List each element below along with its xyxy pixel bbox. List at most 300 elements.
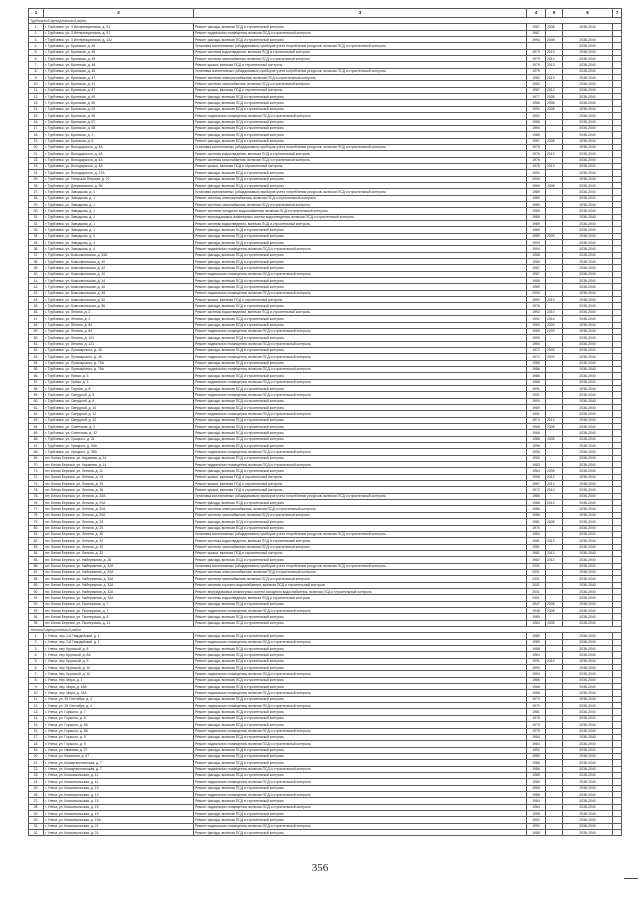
planned-period-cell: 2038-2040 — [563, 360, 613, 366]
row-number: 33. — [29, 227, 44, 233]
row-number: 17. — [29, 734, 44, 740]
planned-period-cell: 2038-2040 — [563, 404, 613, 410]
row-number: 88. — [29, 576, 44, 582]
address-cell: г. Трубчевск, ул. Заводская, д. 3 — [44, 233, 194, 239]
row-number: 62. — [29, 411, 44, 417]
address-cell: г. Трубчевск, ул. Свердлой, д. 10 — [44, 404, 194, 410]
build-year-cell: 1966 — [527, 684, 546, 690]
last-repair-year-cell: 2013 — [546, 538, 563, 544]
last-repair-year-cell: 2013 — [546, 550, 563, 556]
planned-period-cell: 2038-2040 — [563, 170, 613, 176]
work-type-cell: Ремонт системы водоотведения, включая ПСД и строительный контроль — [194, 49, 527, 55]
work-type-cell: Ремонт фасада, включая ПСД и строительный контроль — [194, 37, 527, 43]
build-year-cell: 2000 — [527, 290, 546, 296]
work-type-cell: Ремонт фасада, включая ПСД и строительный контроль — [194, 182, 527, 188]
row-number: 21. — [29, 151, 44, 157]
row-number: 52. — [29, 347, 44, 353]
work-type-cell: Ремонт фасада, включая ПСД и строительный контроль — [194, 119, 527, 125]
build-year-cell: 1979 — [527, 62, 546, 68]
row-number: 45. — [29, 303, 44, 309]
last-repair-year-cell: 2008 — [546, 607, 563, 613]
planned-period-cell: 2038-2040 — [563, 481, 613, 487]
work-type-cell: Ремонт подвального помещения, включая ПСД и строительный контроль — [194, 639, 527, 645]
row-number: 79. — [29, 519, 44, 525]
row-number: 42. — [29, 284, 44, 290]
build-year-cell: 1966 — [527, 677, 546, 683]
planned-period-cell: 2038-2040 — [563, 100, 613, 106]
work-type-cell: Ремонт системы электроснабжения, включая ПСД и строительный контроль — [194, 75, 527, 81]
last-repair-year-cell: 2009 — [546, 328, 563, 334]
work-type-cell: Ремонт подвального помещения, включая ПСД и строительный контроль — [194, 741, 527, 747]
row-number: 32. — [29, 830, 44, 836]
register-sheet — [28, 8, 621, 836]
header-cell: 5 — [546, 9, 563, 18]
planned-period-cell: 2038-2040 — [563, 417, 613, 423]
planned-period-cell: 2038-2040 — [563, 62, 613, 68]
address-cell: г. Трубчевск, ул. Луначарского, д. 45 — [44, 347, 194, 353]
work-type-cell: Ремонт фасада, включая ПСД и строительный контроль — [194, 125, 527, 131]
planned-period-cell: 2038-2040 — [563, 366, 613, 372]
build-year-cell: 1984 — [527, 652, 546, 658]
address-cell: пгт. Белая Березка, ул. Набережная, д. 32А — [44, 582, 194, 588]
address-cell: г. Трубчевск, ул. Брянская, д. 47 — [44, 81, 194, 87]
capital-repair-table — [28, 8, 622, 836]
planned-period-cell: 2038-2040 — [563, 512, 613, 518]
address-cell: пгт. Белая Березка, ул. Пионерская, д. 7 — [44, 601, 194, 607]
address-cell: г. Унеча, пер. Мира, д. 1 — [44, 677, 194, 683]
work-type-cell: Ремонт подвального помещения, включая ПСД и строительный контроль — [194, 823, 527, 829]
address-cell: г. Трубчевск, ул. Брянская, д. 50 — [44, 100, 194, 106]
row-number: 17. — [29, 125, 44, 131]
work-type-cell: Ремонт фасада, включая ПСД и строительный контроль — [194, 677, 527, 683]
planned-period-cell: 2038-2040 — [563, 328, 613, 334]
row-number: 16. — [29, 728, 44, 734]
row-number: 1. — [29, 24, 44, 30]
build-year-cell: 1984 — [527, 468, 546, 474]
planned-period-cell: 2038-2040 — [563, 208, 613, 214]
row-number: 55. — [29, 366, 44, 372]
work-type-cell: Установка коллективных (общедомовых) приборов учета потребления ресурсов, включая ПСД и строительный контроль — [194, 563, 527, 569]
last-repair-year-cell: 2008 — [546, 620, 563, 626]
address-cell: г. Унеча, ул. Комсомольская, д. 21 — [44, 830, 194, 836]
work-type-cell: Ремонт фасада, включая ПСД и строительный контроль — [194, 265, 527, 271]
planned-period-cell: 2038-2040 — [563, 240, 613, 246]
row-number: 5. — [29, 658, 44, 664]
work-type-cell: Ремонт системы водоотведения, включая ПСД и строительный контроль — [194, 538, 527, 544]
planned-period-cell: 2038-2040 — [563, 639, 613, 645]
address-cell: г. Трубчевск, ул. Луначарского, д. 76А — [44, 366, 194, 372]
address-cell: г. Унеча, ул. Комсомольская, д. 19А — [44, 817, 194, 823]
last-repair-year-cell: 2008 — [546, 424, 563, 430]
row-number: 19. — [29, 138, 44, 144]
planned-period-cell: 2038-2040 — [563, 284, 613, 290]
build-year-cell: 1987 — [527, 87, 546, 93]
build-year-cell: 1989 — [527, 182, 546, 188]
work-type-cell: Ремонт системы электроснабжения, включая ПСД и строительный контроль — [194, 569, 527, 575]
work-type-cell: Ремонт подвального помещения, включая ПСД и строительный контроль — [194, 449, 527, 455]
work-type-cell: Ремонт подвального помещения, включая ПСД и строительный контроль — [194, 779, 527, 785]
row-number: 73. — [29, 481, 44, 487]
row-number: 8. — [29, 68, 44, 74]
address-cell: г. Трубчевск, ул. Заводская, д. 1 — [44, 214, 194, 220]
row-number: 91. — [29, 595, 44, 601]
address-cell: г. Трубчевск, ул. Комсомольская, д. 58 — [44, 303, 194, 309]
work-type-cell: Установка коллективных (общедомовых) приборов учета потребления ресурсов, включая ПСД и строительный контроль — [194, 144, 527, 150]
planned-period-cell: 2038-2040 — [563, 252, 613, 258]
planned-period-cell: 2038-2040 — [563, 658, 613, 664]
planned-period-cell: 2038-2040 — [563, 817, 613, 823]
last-repair-year-cell: 2009 — [546, 233, 563, 239]
build-year-cell: 1989 — [527, 614, 546, 620]
work-type-cell: Ремонт подвального помещения, включая ПСД и строительный контроль — [194, 354, 527, 360]
build-year-cell: 1981 — [527, 550, 546, 556]
planned-period-cell: 2038-2040 — [563, 182, 613, 188]
planned-period-cell: 2038-2040 — [563, 227, 613, 233]
address-cell: г. Унеча, ул. Комсомольская, д. 11 — [44, 772, 194, 778]
planned-period-cell: 2038-2040 — [563, 214, 613, 220]
address-cell: пгт. Белая Березка, ул. Ленина, д. 15 — [44, 481, 194, 487]
planned-period-cell: 2038-2040 — [563, 696, 613, 702]
build-year-cell: 1981 — [527, 538, 546, 544]
work-type-cell: Ремонт подвального помещения, включая ПСД и строительный контроль — [194, 462, 527, 468]
build-year-cell: 1979 — [527, 722, 546, 728]
planned-period-cell: 2038-2040 — [563, 798, 613, 804]
row-number: 83. — [29, 544, 44, 550]
row-number: 47. — [29, 316, 44, 322]
row-number: 95. — [29, 620, 44, 626]
build-year-cell: 1979 — [527, 49, 546, 55]
build-year-cell: 1976 — [527, 303, 546, 309]
planned-period-cell: 2038-2040 — [563, 322, 613, 328]
work-type-cell: Ремонт фасада, включая ПСД и строительный контроль — [194, 798, 527, 804]
build-year-cell: 1981 — [527, 544, 546, 550]
row-number: 30. — [29, 817, 44, 823]
planned-period-cell: 2038-2040 — [563, 525, 613, 531]
address-cell: г. Трубчевск, ул. Ленина, д. 84 — [44, 322, 194, 328]
work-type-cell: Ремонт фасада, включая ПСД и строительный контроль — [194, 436, 527, 442]
row-number: 24. — [29, 779, 44, 785]
work-type-cell: Ремонт фасада, включая ПСД и строительный контроль — [194, 322, 527, 328]
row-number: 9. — [29, 75, 44, 81]
address-cell: г. Трубчевск, ул. Комсомольская, д. 52 — [44, 297, 194, 303]
row-number: 80. — [29, 525, 44, 531]
address-cell: г. Трубчевск, ул. Володарского, д. 4А — [44, 157, 194, 163]
row-number: 54. — [29, 360, 44, 366]
work-type-cell: Ремонт фасада, включая ПСД и строительный контроль — [194, 734, 527, 740]
planned-period-cell: 2038-2040 — [563, 56, 613, 62]
address-cell: г. Унеча, ул. Горького, д. 8А — [44, 728, 194, 734]
row-number: 31. — [29, 214, 44, 220]
address-cell: пгт. Белая Березка, ул. Набережная, д. 32А — [44, 595, 194, 601]
row-number: 68. — [29, 449, 44, 455]
build-year-cell: 1994 — [527, 37, 546, 43]
column-number-header — [29, 9, 622, 18]
planned-period-cell: 2038-2040 — [563, 493, 613, 499]
work-type-cell: Ремонт фасада, включая ПСД и строительный контроль — [194, 335, 527, 341]
address-cell: пгт. Белая Березка, ул. Ленина, д. 32 — [44, 538, 194, 544]
build-year-cell: 2001 — [527, 569, 546, 575]
row-number: 92. — [29, 601, 44, 607]
build-year-cell: 1992 — [527, 747, 546, 753]
address-cell: г. Трубчевск, ул. Ленина, д. 2 — [44, 309, 194, 315]
planned-period-cell: 2038-2040 — [563, 684, 613, 690]
build-year-cell: 1966 — [527, 690, 546, 696]
planned-period-cell: 2038-2040 — [563, 113, 613, 119]
last-repair-year-cell: 2013 — [546, 151, 563, 157]
address-cell: пгт. Белая Березка, ул. Ленина, д. 24 — [44, 519, 194, 525]
address-cell: г. Трубчевск, ул. Советская, д. 3 — [44, 424, 194, 430]
build-year-cell: 1947 — [527, 601, 546, 607]
work-type-cell: Ремонт фасада, включая ПСД и строительный контроль — [194, 284, 527, 290]
planned-period-cell: 2038-2040 — [563, 81, 613, 87]
table-body — [29, 9, 622, 836]
address-cell: г. Трубчевск, ул. Заводская, д. 1 — [44, 208, 194, 214]
address-cell: г. Трубчевск, ул. 3 Интернационала, д. 132 — [44, 37, 194, 43]
work-type-cell: Ремонт подвального помещения, включая ПСД и строительный контроль — [194, 392, 527, 398]
planned-period-cell: 2038-2040 — [563, 221, 613, 227]
build-year-cell: 1968 — [527, 424, 546, 430]
row-number: 2. — [29, 30, 44, 36]
row-number: 72. — [29, 474, 44, 480]
work-type-cell: Ремонт подвального помещения, включая ПСД и строительный контроль — [194, 246, 527, 252]
build-year-cell: 1988 — [527, 646, 546, 652]
work-type-cell: Ремонт подвального помещения, включая ПСД и строительный контроль — [194, 30, 527, 36]
row-number: 20. — [29, 144, 44, 150]
address-cell: г. Трубчевск, ул. Брянская, д. 46 — [44, 62, 194, 68]
planned-period-cell: 2038-2040 — [563, 411, 613, 417]
build-year-cell: 1987 — [527, 557, 546, 563]
work-type-cell: Ремонт подвального помещения, включая ПСД и строительный контроль — [194, 379, 527, 385]
work-type-cell: Ремонт системы газоснабжения, включая ПСД и строительный контроль — [194, 56, 527, 62]
build-year-cell: 1992 — [527, 113, 546, 119]
planned-period-cell: 2038-2040 — [563, 595, 613, 601]
build-year-cell: 1988 — [527, 252, 546, 258]
address-cell: пгт. Белая Березка, ул. Ленина, д. 32 — [44, 550, 194, 556]
work-type-cell: Ремонт подвального помещения, включая ПСД и строительный контроль — [194, 766, 527, 772]
row-number: 44. — [29, 297, 44, 303]
work-type-cell: Ремонт фасада, включая ПСД и строительный контроль — [194, 830, 527, 836]
build-year-cell: 1968 — [527, 430, 546, 436]
row-number: 40. — [29, 271, 44, 277]
build-year-cell: 1988 — [527, 791, 546, 797]
build-year-cell: 1986 — [527, 500, 546, 506]
row-number: 13. — [29, 100, 44, 106]
row-number: 18. — [29, 741, 44, 747]
address-cell: г. Унеча, пер. Мира, д. 15А — [44, 690, 194, 696]
build-year-cell: 1989 — [527, 221, 546, 227]
planned-period-cell: 2038-2040 — [563, 271, 613, 277]
work-type-cell: Ремонт фасада, включая ПСД и строительный контроль — [194, 360, 527, 366]
work-type-cell: Ремонт подвального помещения, включая ПСД и строительный контроль — [194, 366, 527, 372]
address-cell: пгт. Белая Березка, ул. Пионерская, д. 7 — [44, 607, 194, 613]
planned-period-cell: 2038-2040 — [563, 576, 613, 582]
work-type-cell: Ремонт фасада, включая ПСД и строительный контроль — [194, 753, 527, 759]
build-year-cell: 1989 — [527, 227, 546, 233]
address-cell: г. Трубчевск, ул. Ленина, д. 121 — [44, 341, 194, 347]
row-number: 25. — [29, 176, 44, 182]
address-cell: пгт. Белая Березка, ул. Набережная, д. 32А — [44, 569, 194, 575]
last-repair-year-cell: 2008 — [546, 182, 563, 188]
build-year-cell: 1986 — [527, 366, 546, 372]
planned-period-cell: 2038-2040 — [563, 462, 613, 468]
planned-period-cell: 2038-2040 — [563, 728, 613, 734]
build-year-cell: 1979 — [527, 56, 546, 62]
row-number: 22. — [29, 766, 44, 772]
work-type-cell: Ремонт системы газоснабжения, включая ПСД и строительный контроль — [194, 201, 527, 207]
work-type-cell: Ремонт фасада, включая ПСД и строительный контроль — [194, 614, 527, 620]
build-year-cell: 1985 — [527, 132, 546, 138]
build-year-cell: 1992 — [527, 297, 546, 303]
work-type-cell: Установка коллективных (общедомовых) приборов учета потребления ресурсов, включая ПСД и строительный контроль — [194, 189, 527, 195]
build-year-cell: 1984 — [527, 798, 546, 804]
address-cell: пгт. Белая Березка, ул. Карачева, д. 14 — [44, 455, 194, 461]
planned-period-cell: 2038-2040 — [563, 87, 613, 93]
last-repair-year-cell: 2008 — [546, 436, 563, 442]
address-cell: г. Трубчевск, ул. Брянская, д. 8 — [44, 138, 194, 144]
planned-period-cell: 2038-2040 — [563, 144, 613, 150]
work-type-cell: Ремонт фасада, включая ПСД и строительный контроль — [194, 252, 527, 258]
build-year-cell: 1992 — [527, 309, 546, 315]
build-year-cell: 1986 — [527, 360, 546, 366]
build-year-cell: 1983 — [527, 322, 546, 328]
last-repair-year-cell: 2010 — [546, 316, 563, 322]
row-number: 84. — [29, 550, 44, 556]
row-number: 19. — [29, 747, 44, 753]
row-number: 74. — [29, 487, 44, 493]
address-cell: г. Унеча, пер. Крупской, д. 9 — [44, 658, 194, 664]
build-year-cell: 1972 — [527, 354, 546, 360]
row-number: 10. — [29, 81, 44, 87]
planned-period-cell: 2038-2040 — [563, 519, 613, 525]
row-number: 32. — [29, 221, 44, 227]
planned-period-cell: 2038-2040 — [563, 75, 613, 81]
planned-period-cell: 2038-2040 — [563, 138, 613, 144]
address-cell: г. Унеча, пер. Крупской, д. 10 — [44, 671, 194, 677]
planned-period-cell: 2038-2040 — [563, 601, 613, 607]
build-year-cell: 1994 — [527, 246, 546, 252]
work-type-cell: Ремонт крыши, включая ПСД и строительный контроль — [194, 62, 527, 68]
work-type-cell: Ремонт фасада, включая ПСД и строительный контроль — [194, 500, 527, 506]
planned-period-cell: 2038-2040 — [563, 259, 613, 265]
row-number: 4. — [29, 652, 44, 658]
planned-period-cell: 2038-2040 — [563, 569, 613, 575]
build-year-cell: 1992 — [527, 106, 546, 112]
planned-period-cell: 2038-2040 — [563, 785, 613, 791]
work-type-cell: Ремонт фасада, включая ПСД и строительный контроль — [194, 347, 527, 353]
build-year-cell: 1989 — [527, 201, 546, 207]
row-number: 27. — [29, 189, 44, 195]
address-cell: пгт. Белая Березка, ул. Ленина, д. 11 — [44, 468, 194, 474]
address-cell: г. Трубчевск, ул. Заводская, д. 4 — [44, 246, 194, 252]
address-cell: г. Унеча, ул. Комсомольская, д. 15 — [44, 804, 194, 810]
row-number: 25. — [29, 785, 44, 791]
district-name: Унечский муниципальный район — [29, 627, 622, 633]
build-year-cell: 1976 — [527, 525, 546, 531]
planned-period-cell: 2038-2040 — [563, 151, 613, 157]
last-repair-year-cell: 2013 — [546, 297, 563, 303]
build-year-cell: 1988 — [527, 436, 546, 442]
build-year-cell: 2001 — [527, 588, 546, 594]
row-number: 60. — [29, 398, 44, 404]
planned-period-cell: 2038-2040 — [563, 385, 613, 391]
address-cell: пгт. Белая Березка, ул. Ленина, д. 13 — [44, 474, 194, 480]
planned-period-cell: 2038-2040 — [563, 690, 613, 696]
address-cell: г. Трубчевск, ул. Заводская, д. 1 — [44, 195, 194, 201]
address-cell: г. Трубчевск, ул. 3 Интернационала, д. 91 — [44, 30, 194, 36]
planned-period-cell: 2038-2040 — [563, 620, 613, 626]
address-cell: г. Трубчевск, ул. Заводская, д. 4 — [44, 240, 194, 246]
planned-period-cell: 2038-2040 — [563, 766, 613, 772]
row-number: 53. — [29, 354, 44, 360]
build-year-cell: 1989 — [527, 208, 546, 214]
planned-period-cell: 2038-2040 — [563, 43, 613, 49]
planned-period-cell: 2038-2040 — [563, 677, 613, 683]
address-cell: г. Трубчевск, ул. Ленина, д. 121 — [44, 335, 194, 341]
planned-period-cell: 2038-2040 — [563, 24, 613, 30]
row-number: 28. — [29, 804, 44, 810]
row-number: 85. — [29, 557, 44, 563]
planned-period-cell: 2038-2040 — [563, 335, 613, 341]
planned-period-cell: 2038-2040 — [563, 398, 613, 404]
address-cell: г. Трубчевск, ул. Урицкого, д. 39А — [44, 443, 194, 449]
planned-period-cell: 2038-2040 — [563, 233, 613, 239]
work-type-cell: Ремонт фасада, включая ПСД и строительный контроль — [194, 106, 527, 112]
address-cell: г. Трубчевск, ул. Заводская, д. 1 — [44, 189, 194, 195]
address-cell: пгт. Белая Березка, ул. Ленина, д. 20А — [44, 512, 194, 518]
build-year-cell: 1989 — [527, 189, 546, 195]
row-number: 12. — [29, 94, 44, 100]
address-cell: г. Унеча, пер. 2-й Гвардейский, д. 1 — [44, 633, 194, 639]
row-number: 20. — [29, 753, 44, 759]
last-repair-year-cell: 2009 — [546, 354, 563, 360]
table-row — [29, 830, 622, 836]
work-type-cell: Ремонт системы газоснабжения, включая ПСД и строительный контроль — [194, 576, 527, 582]
work-type-cell: Ремонт подвального помещения, включая ПСД и строительный контроль — [194, 791, 527, 797]
work-type-cell: Ремонт крыши, включая ПСД и строительный контроль — [194, 474, 527, 480]
planned-period-cell: 2038-2040 — [563, 741, 613, 747]
planned-period-cell: 2038-2040 — [563, 557, 613, 563]
work-type-cell: Ремонт фасада, включая ПСД и строительный контроль — [194, 525, 527, 531]
address-cell: пгт. Белая Березка, ул. Ленина, д. 29 — [44, 525, 194, 531]
work-type-cell: Ремонт крыши, включая ПСД и строительный контроль — [194, 481, 527, 487]
row-number: 26. — [29, 791, 44, 797]
work-type-cell: Ремонт фасада, включая ПСД и строительный контроль — [194, 170, 527, 176]
row-number: 24. — [29, 170, 44, 176]
address-cell: г. Унеча, ул. Горького, д. 8А — [44, 722, 194, 728]
row-number: 8. — [29, 677, 44, 683]
address-cell: г. Трубчевск, ул. Комсомольская, д. 42 — [44, 265, 194, 271]
header-cell: 3 — [194, 9, 527, 18]
work-type-cell: Ремонт фасада, включая ПСД и строительный контроль — [194, 658, 527, 664]
row-number: 22. — [29, 157, 44, 163]
address-cell: г. Унеча, ул. Калинина, д. 67 — [44, 753, 194, 759]
work-type-cell: Ремонт фасада, включая ПСД и строительный контроль — [194, 633, 527, 639]
planned-period-cell: 2038-2040 — [563, 810, 613, 816]
build-year-cell: 1979 — [527, 68, 546, 74]
work-type-cell: Ремонт системы электроснабжения, включая ПСД и строительный контроль — [194, 506, 527, 512]
work-type-cell: Ремонт подвального помещения, включая ПСД и строительный контроль — [194, 271, 527, 277]
address-cell: г. Унеча, пер. Крупской, д. 8 — [44, 646, 194, 652]
address-cell: г. Трубчевск, ул. Ленина, д. 84 — [44, 328, 194, 334]
build-year-cell: 1990 — [527, 125, 546, 131]
work-type-cell: Ремонт подвального помещения, включая ПСД и строительный контроль — [194, 328, 527, 334]
work-type-cell: Ремонт фасада, включая ПСД и строительный контроль — [194, 303, 527, 309]
last-repair-year-cell: 2009 — [546, 322, 563, 328]
address-cell: пгт. Белая Березка, ул. Набережная, д. 32А — [44, 563, 194, 569]
address-cell: г. Трубчевск, ул. Брянская, д. 46 — [44, 56, 194, 62]
work-type-cell: Ремонт подвального помещения, включая ПСД и строительный контроль — [194, 728, 527, 734]
last-repair-year-cell: 2008 — [546, 24, 563, 30]
